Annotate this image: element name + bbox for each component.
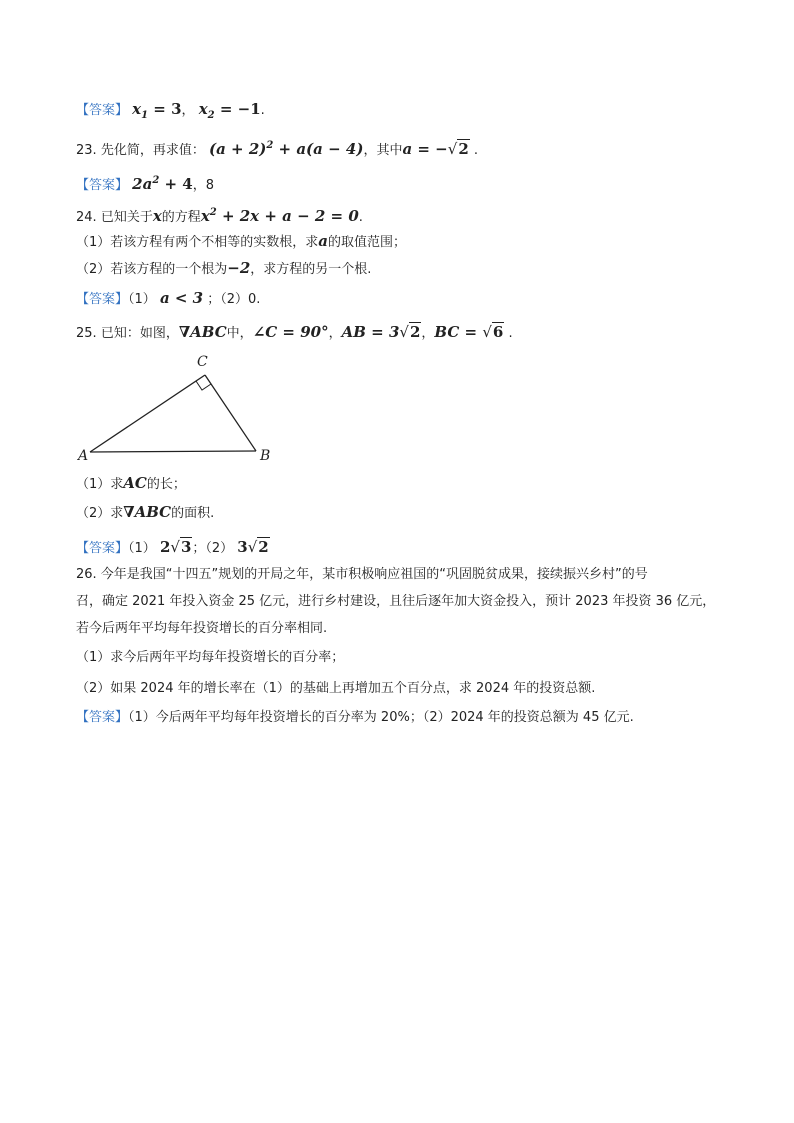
right-angle-marker [196, 381, 211, 390]
answer-tag: 【答案】 [76, 103, 129, 118]
ab-condition: AB = 3√2 [341, 323, 421, 341]
answer-value: ；（2）0. [207, 292, 261, 307]
question-number: 25. [76, 326, 97, 341]
question-26-line-3: 若今后两年平均每年投资增长的百分率相同. [76, 621, 328, 636]
vertex-b-label: B [260, 448, 271, 464]
q26-part1: （1）求今后两年平均每年投资增长的百分率； [76, 650, 345, 665]
answer-tag: 【答案】 [76, 178, 129, 193]
question-23 [76, 137, 478, 160]
period: . [260, 103, 265, 118]
period: . [508, 326, 513, 341]
answer-expression: $2a^2 + 4$ [132, 175, 193, 193]
answer-x2: $x_2 = -1$ [198, 100, 261, 121]
answer-text: （1）今后两年平均每年投资增长的百分率为 20%；（2）2024 年的投资总额为 45 亿元. [128, 710, 634, 725]
question-text: 先化简，再求值： [100, 143, 205, 158]
variable: x [152, 207, 162, 225]
triangle-figure [76, 352, 276, 464]
expression: $(a + 2)^2 + a(a - 4)$ [208, 140, 364, 158]
vertex-c-label: C [197, 354, 208, 370]
triangle-name: ∇ABC [178, 323, 227, 341]
question-text-2: 的方程 [161, 210, 201, 225]
angle-condition: ∠C = 90° [252, 323, 329, 341]
q25-answer: 【答案】（1） 2√3；（2） 3√2 [76, 538, 269, 556]
value-expression: a = −√2 [402, 140, 469, 158]
question-25: 25. 已知：如图，∇ABC中，∠C = 90°，AB = 3√2，BC = √6 . [76, 323, 513, 341]
q26-answer [76, 709, 634, 727]
answer-x1: $x_1 = 3$ [132, 100, 182, 121]
answer-tag: 【答案】 [76, 541, 129, 556]
q24-answer: 【答案】（1） a < 3 ；（2）0. [76, 289, 261, 307]
period: . [358, 210, 363, 225]
q24-part1: （1）若该方程有两个不相等的实数根，求a的取值范围； [76, 232, 407, 250]
side-ac [90, 375, 205, 452]
q22-answer [76, 100, 265, 125]
question-26-line-2: 召，确定 2021 年投入资金 25 亿元，进行乡村建设，且往后逐年加大资金投入，预计 2023 年投资 36 亿元， [76, 594, 716, 609]
answer-2: 3√2 [237, 538, 269, 556]
side-ab [90, 451, 256, 452]
q26-part2: （2）如果 2024 年的增长率在（1）的基础上再增加五个百分点，求 2024 年的投资总额. [76, 681, 596, 696]
q25-part2: （2）求∇ABC的面积. [76, 503, 215, 521]
question-number: 24. [76, 210, 97, 225]
question-24 [76, 204, 363, 227]
answer-tag: 【答案】 [76, 710, 129, 725]
q25-part1: （1）求AC的长； [76, 474, 186, 492]
vertex-a-label: A [78, 448, 89, 464]
question-text: 已知关于 [100, 210, 153, 225]
answer-1: 2√3 [159, 538, 192, 556]
question-text: 已知：如图， [100, 326, 179, 341]
side-cb [205, 375, 256, 451]
question-text-2: 中， [226, 326, 253, 341]
q23-answer [76, 172, 214, 195]
answer-value: ，8 [192, 178, 215, 193]
question-text-2: ，其中 [363, 143, 403, 158]
equation: $x^2 + 2x + a - 2 = 0$ [200, 207, 359, 225]
answer-tag: 【答案】 [76, 292, 129, 307]
q24-part2: （2）若该方程的一个根为−2，求方程的另一个根. [76, 259, 372, 277]
question-number: 23. [76, 143, 97, 158]
period: . [473, 143, 479, 158]
separator: ， [181, 103, 195, 118]
bc-condition: BC = √6 [434, 323, 504, 341]
question-26-line-1: 26. 今年是我国“十四五”规划的开局之年，某市积极响应祖国的“巩固脱贫成果，接续振兴乡村”的号 [76, 567, 648, 582]
answer-expression: a < 3 [159, 289, 204, 307]
